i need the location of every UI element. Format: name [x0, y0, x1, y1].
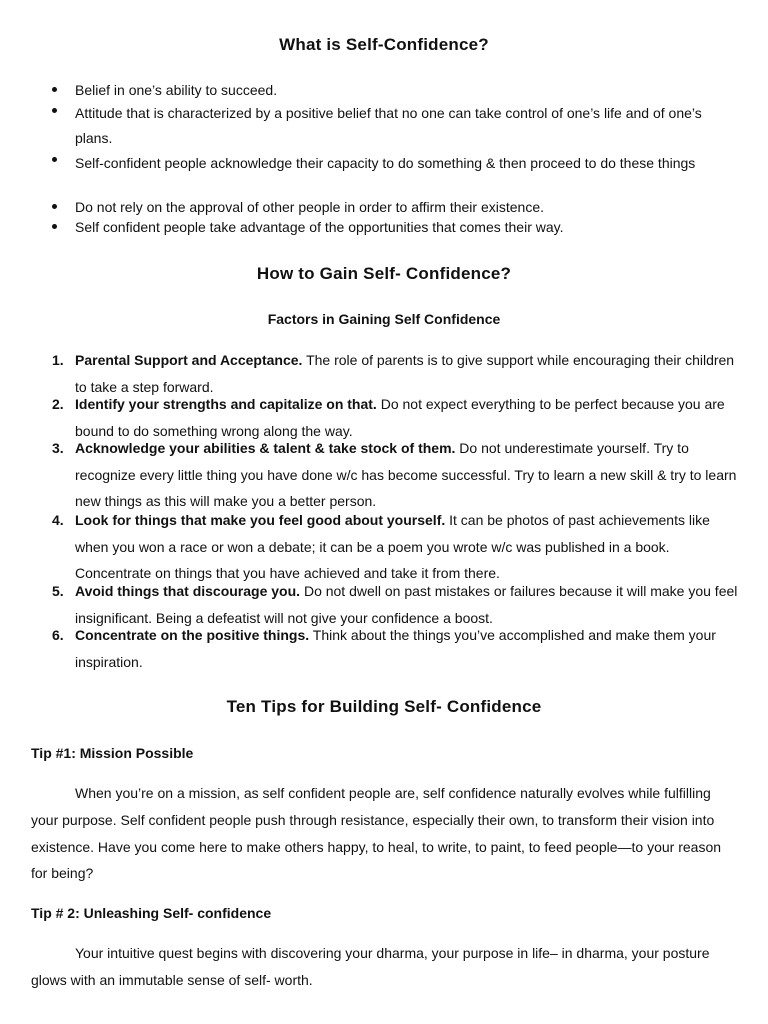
list-item [0, 578, 740, 626]
tip-heading: Tip #1: Mission Possible [31, 745, 194, 761]
bullet-text: Do not rely on the approval of other people in order to affirm their existence. [75, 199, 545, 215]
factor-text: Do not dwell on past mistakes or failures because it will make you feel insignificant. Being a defeatist will not give your confidence a boost. [75, 583, 738, 626]
list-number: 4. [52, 512, 64, 528]
factor-text: Do not expect everything to be perfect because you are bound to do something wrong along the way. [75, 396, 725, 439]
list-item [0, 435, 740, 507]
bullet-icon [52, 157, 57, 162]
bullet-text: Belief in one’s ability to succeed. [75, 82, 278, 98]
list-item [0, 507, 740, 581]
list-number: 5. [52, 583, 64, 599]
factor-heading: Avoid things that discourage you. [75, 583, 301, 599]
list-item [0, 622, 740, 670]
bullet-text: Self confident people take advantage of the opportunities that comes their way. [75, 219, 564, 235]
section-title-ten-tips: Ten Tips for Building Self- Confidence [226, 697, 542, 716]
factor-heading: Look for things that make you feel good about yourself. [75, 512, 446, 528]
factor-text: It can be photos of past achievements like when you won a race or won a debate; it can be a poem you wrote w/c was published in a book. Concentrate on things that you have achieved and take it from there. [75, 512, 710, 581]
factor-heading: Concentrate on the positive things. [75, 627, 310, 643]
section-title-what-is: What is Self-Confidence? [279, 35, 489, 54]
factors-numbered-list [0, 347, 768, 670]
factor-heading: Parental Support and Acceptance. [75, 352, 303, 368]
tip-heading: Tip # 2: Unleashing Self- confidence [31, 905, 272, 921]
factor-heading: Acknowledge your abilities & talent & take stock of them. [75, 440, 456, 456]
section-title-how-to-gain: How to Gain Self- Confidence? [256, 264, 512, 283]
list-number: 1. [52, 352, 64, 368]
bullet-icon [52, 108, 57, 113]
bullet-item [0, 80, 735, 101]
tip-body: Your intuitive quest begins with discovering your dharma, your purpose in life– in dharma, your posture glows with an immutable sense of self- worth. [31, 945, 710, 988]
list-item [0, 347, 740, 395]
list-number: 6. [52, 627, 64, 643]
factors-subtitle: Factors in Gaining Self Confidence [267, 311, 501, 327]
bullet-item [0, 150, 735, 197]
factor-text: Think about the things you’ve accomplished and make them your inspiration. [75, 627, 716, 670]
bullet-icon [52, 87, 57, 92]
bullet-item [0, 197, 735, 217]
factor-heading: Identify your strengths and capitalize on that. [75, 396, 377, 412]
bullet-text: Attitude that is characterized by a positive belief that no one can take control of one’s life and of one’s plans. [75, 105, 702, 146]
bullet-item [0, 101, 735, 150]
bullet-icon [52, 204, 57, 209]
factor-text: Do not underestimate yourself. Try to recognize every little thing you have done w/c has become successful. Try to learn a new skill & try to learn new things as this will make you a better person. [75, 440, 737, 509]
tip-body: When you’re on a mission, as self confident people are, self confidence naturally evolves while fulfilling your purpose. Self confident people push through resistance, especially their own, to transform their vision into existence. Have you come here to make others happy, to heal, to write, to paint, to feed people—to your reason for being? [31, 785, 722, 882]
bullet-text: Self-confident people acknowledge their capacity to do something & then proceed to do these things [75, 155, 696, 171]
list-number: 2. [52, 396, 64, 412]
bullet-item [0, 217, 735, 237]
factor-text: The role of parents is to give support while encouraging their children to take a step forward. [75, 352, 735, 395]
list-item [0, 391, 740, 439]
list-number: 3. [52, 440, 64, 456]
bullet-icon [52, 224, 57, 229]
definition-bullet-list [0, 80, 768, 237]
